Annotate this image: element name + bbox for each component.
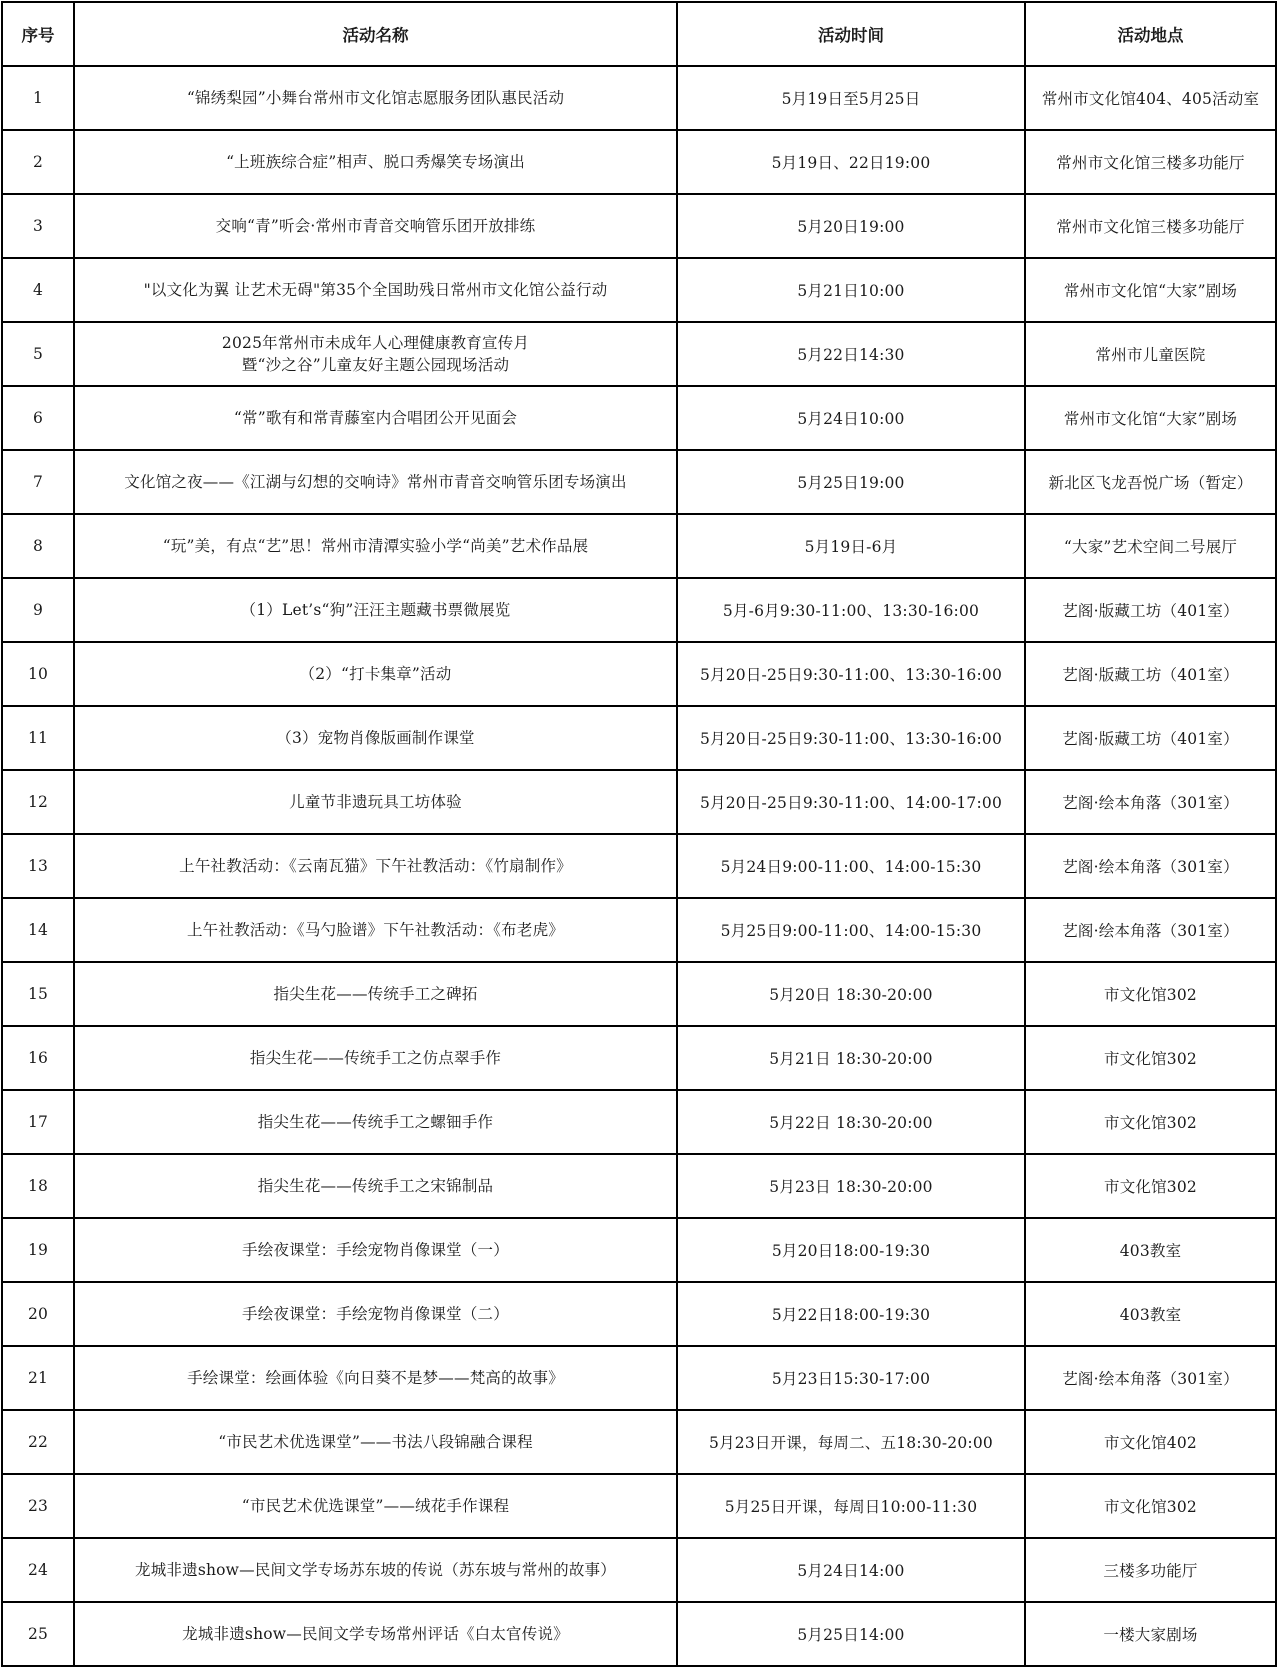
- cell-activity-place: 市文化馆302: [1025, 1090, 1276, 1154]
- table-row: [2, 194, 1276, 258]
- table-row: [2, 130, 1276, 194]
- table-row: [2, 1602, 1276, 1666]
- table-row: [2, 258, 1276, 322]
- cell-activity-place: 新北区飞龙吾悦广场（暂定）: [1025, 450, 1276, 514]
- table-row: [2, 386, 1276, 450]
- activity-name-line: “常”歌有和常青藤室内合唱团公开见面会: [233, 409, 518, 427]
- activity-name-line: （2）“打卡集章”活动: [299, 665, 452, 683]
- cell-activity-time: 5月24日14:00: [677, 1538, 1025, 1602]
- cell-activity-name: [74, 386, 677, 450]
- table-row: [2, 706, 1276, 770]
- cell-activity-place: 403教室: [1025, 1218, 1276, 1282]
- activity-name-line: 手绘夜课堂：手绘宠物肖像课堂（二）: [242, 1305, 509, 1323]
- activity-name-line: 暨“沙之谷”儿童友好主题公园现场活动: [241, 356, 510, 374]
- cell-number: 1: [2, 66, 74, 130]
- table-row: [2, 578, 1276, 642]
- activity-name-line: “市民艺术优选课堂”——书法八段锦融合课程: [218, 1433, 533, 1451]
- table-row: [2, 1538, 1276, 1602]
- cell-activity-place: 常州市文化馆三楼多功能厅: [1025, 194, 1276, 258]
- activity-name-line: “上班族综合症”相声、脱口秀爆笑专场演出: [226, 153, 525, 171]
- header-row: [2, 2, 1276, 66]
- activity-name-line: （3）宠物肖像版画制作课堂: [276, 729, 475, 747]
- cell-number: 10: [2, 642, 74, 706]
- cell-number: 14: [2, 898, 74, 962]
- cell-activity-time: 5月23日15:30-17:00: [677, 1346, 1025, 1410]
- cell-activity-place: 艺阁·绘本角落（301室）: [1025, 1346, 1276, 1410]
- cell-activity-place: 市文化馆402: [1025, 1410, 1276, 1474]
- cell-activity-time: 5月22日 18:30-20:00: [677, 1090, 1025, 1154]
- cell-number: 22: [2, 1410, 74, 1474]
- cell-activity-place: 市文化馆302: [1025, 1154, 1276, 1218]
- cell-activity-place: 市文化馆302: [1025, 1474, 1276, 1538]
- activity-name-line: 交响“青”听会·常州市青音交响管乐团开放排练: [215, 217, 536, 235]
- cell-number: 24: [2, 1538, 74, 1602]
- cell-activity-name: [74, 322, 677, 386]
- cell-activity-name: [74, 130, 677, 194]
- table-row: [2, 1282, 1276, 1346]
- cell-activity-place: 艺阁·绘本角落（301室）: [1025, 898, 1276, 962]
- table-row: [2, 322, 1276, 386]
- table-row: [2, 1218, 1276, 1282]
- activity-name-line: 指尖生花——传统手工之宋锦制品: [257, 1177, 494, 1195]
- table-row: [2, 1410, 1276, 1474]
- cell-activity-time: 5月19日至5月25日: [677, 66, 1025, 130]
- cell-activity-time: 5月25日9:00-11:00、14:00-15:30: [677, 898, 1025, 962]
- cell-number: 13: [2, 834, 74, 898]
- cell-activity-time: 5月25日开课，每周日10:00-11:30: [677, 1474, 1025, 1538]
- cell-activity-time: 5月24日9:00-11:00、14:00-15:30: [677, 834, 1025, 898]
- cell-number: 18: [2, 1154, 74, 1218]
- cell-activity-name: [74, 258, 677, 322]
- cell-activity-place: 三楼多功能厅: [1025, 1538, 1276, 1602]
- activity-name-line: 指尖生花——传统手工之仿点翠手作: [249, 1049, 502, 1067]
- cell-activity-name: [74, 1538, 677, 1602]
- cell-number: 12: [2, 770, 74, 834]
- cell-activity-time: 5月20日 18:30-20:00: [677, 962, 1025, 1026]
- cell-number: 6: [2, 386, 74, 450]
- cell-number: 4: [2, 258, 74, 322]
- cell-activity-time: 5月21日 18:30-20:00: [677, 1026, 1025, 1090]
- activity-name-line: 龙城非遗show—民间文学专场苏东坡的传说（苏东坡与常州的故事）: [135, 1561, 616, 1579]
- cell-number: 8: [2, 514, 74, 578]
- header-activity-time: 活动时间: [677, 2, 1025, 66]
- activity-name-line: 儿童节非遗玩具工坊体验: [289, 793, 462, 811]
- cell-number: 2: [2, 130, 74, 194]
- cell-activity-place: 艺阁·绘本角落（301室）: [1025, 834, 1276, 898]
- cell-activity-time: 5月24日10:00: [677, 386, 1025, 450]
- cell-activity-time: 5月23日 18:30-20:00: [677, 1154, 1025, 1218]
- cell-activity-place: 市文化馆302: [1025, 1026, 1276, 1090]
- cell-activity-name: [74, 1218, 677, 1282]
- cell-number: 7: [2, 450, 74, 514]
- cell-activity-name: [74, 642, 677, 706]
- cell-number: 19: [2, 1218, 74, 1282]
- cell-activity-name: [74, 1282, 677, 1346]
- cell-number: 16: [2, 1026, 74, 1090]
- table-row: [2, 1346, 1276, 1410]
- cell-activity-place: 艺阁·版藏工坊（401室）: [1025, 706, 1276, 770]
- activity-name-line: 龙城非遗show—民间文学专场常州评话《白太官传说》: [182, 1625, 569, 1643]
- activity-name-line: 手绘课堂：绘画体验《向日葵不是梦——梵高的故事》: [187, 1369, 564, 1387]
- table-header: [2, 2, 1276, 66]
- table-row: [2, 1026, 1276, 1090]
- table-row: [2, 834, 1276, 898]
- activity-name-line: "以文化为翼 让艺术无碍"第35个全国助残日常州市文化馆公益行动: [143, 281, 608, 299]
- activity-name-line: 指尖生花——传统手工之螺钿手作: [257, 1113, 494, 1131]
- cell-activity-name: [74, 770, 677, 834]
- cell-activity-name: [74, 1474, 677, 1538]
- cell-activity-time: 5月20日18:00-19:30: [677, 1218, 1025, 1282]
- cell-number: 20: [2, 1282, 74, 1346]
- cell-number: 3: [2, 194, 74, 258]
- table-row: [2, 1154, 1276, 1218]
- cell-activity-name: [74, 1090, 677, 1154]
- cell-activity-place: 艺阁·版藏工坊（401室）: [1025, 578, 1276, 642]
- cell-activity-name: [74, 706, 677, 770]
- cell-activity-name: [74, 1346, 677, 1410]
- cell-number: 9: [2, 578, 74, 642]
- activity-schedule-table: [1, 1, 1277, 1667]
- activity-name-line: 手绘夜课堂：手绘宠物肖像课堂（一）: [242, 1241, 509, 1259]
- cell-number: 23: [2, 1474, 74, 1538]
- table-row: [2, 962, 1276, 1026]
- table-row: [2, 450, 1276, 514]
- cell-number: 25: [2, 1602, 74, 1666]
- cell-activity-time: 5月25日14:00: [677, 1602, 1025, 1666]
- cell-activity-place: 一楼大家剧场: [1025, 1602, 1276, 1666]
- cell-activity-time: 5月22日18:00-19:30: [677, 1282, 1025, 1346]
- cell-activity-name: [74, 834, 677, 898]
- activity-name-line: 上午社教活动：《云南瓦猫》下午社教活动：《竹扇制作》: [179, 857, 572, 875]
- cell-activity-place: 艺阁·绘本角落（301室）: [1025, 770, 1276, 834]
- cell-activity-time: 5月19日、22日19:00: [677, 130, 1025, 194]
- cell-number: 17: [2, 1090, 74, 1154]
- cell-activity-place: 常州市文化馆“大家”剧场: [1025, 258, 1276, 322]
- cell-activity-name: [74, 66, 677, 130]
- table-row: [2, 1090, 1276, 1154]
- cell-activity-place: 常州市文化馆404、405活动室: [1025, 66, 1276, 130]
- cell-activity-time: 5月23日开课，每周二、五18:30-20:00: [677, 1410, 1025, 1474]
- cell-activity-time: 5月25日19:00: [677, 450, 1025, 514]
- cell-activity-name: [74, 1410, 677, 1474]
- cell-number: 11: [2, 706, 74, 770]
- activity-name-line: 上午社教活动：《马勺脸谱》下午社教活动：《布老虎》: [186, 921, 564, 939]
- cell-activity-time: 5月20日19:00: [677, 194, 1025, 258]
- cell-activity-place: 常州市文化馆“大家”剧场: [1025, 386, 1276, 450]
- header-activity-name: 活动名称: [74, 2, 677, 66]
- activity-name-line: 2025年常州市未成年人心理健康教育宣传月: [221, 334, 530, 352]
- cell-activity-time: 5月20日-25日9:30-11:00、14:00-17:00: [677, 770, 1025, 834]
- cell-activity-place: “大家”艺术空间二号展厅: [1025, 514, 1276, 578]
- activity-name-line: 文化馆之夜——《江湖与幻想的交响诗》常州市青音交响管乐团专场演出: [124, 473, 627, 491]
- cell-activity-time: 5月21日10:00: [677, 258, 1025, 322]
- table-row: [2, 66, 1276, 130]
- cell-activity-name: [74, 1602, 677, 1666]
- cell-activity-name: [74, 450, 677, 514]
- table-row: [2, 770, 1276, 834]
- cell-activity-place: 艺阁·版藏工坊（401室）: [1025, 642, 1276, 706]
- table-row: [2, 642, 1276, 706]
- activity-name-line: （1）Let’s“狗”汪汪主题藏书票微展览: [240, 601, 511, 619]
- cell-activity-name: [74, 962, 677, 1026]
- cell-activity-name: [74, 1026, 677, 1090]
- cell-number: 21: [2, 1346, 74, 1410]
- table-row: [2, 514, 1276, 578]
- activity-name-line: “市民艺术优选课堂”——绒花手作课程: [241, 1497, 510, 1515]
- activity-name-line: “锦绣梨园”小舞台常州市文化馆志愿服务团队惠民活动: [186, 89, 565, 107]
- cell-activity-time: 5月-6月9:30-11:00、13:30-16:00: [677, 578, 1025, 642]
- table-body: [2, 66, 1276, 1666]
- table-row: [2, 1474, 1276, 1538]
- cell-activity-place: 常州市文化馆三楼多功能厅: [1025, 130, 1276, 194]
- cell-number: 5: [2, 322, 74, 386]
- cell-activity-place: 市文化馆302: [1025, 962, 1276, 1026]
- cell-activity-time: 5月22日14:30: [677, 322, 1025, 386]
- cell-activity-time: 5月19日-6月: [677, 514, 1025, 578]
- cell-activity-name: [74, 514, 677, 578]
- table-row: [2, 898, 1276, 962]
- activity-name-line: 指尖生花——传统手工之碑拓: [273, 985, 478, 1003]
- cell-activity-time: 5月20日-25日9:30-11:00、13:30-16:00: [677, 706, 1025, 770]
- cell-activity-name: [74, 1154, 677, 1218]
- cell-activity-name: [74, 578, 677, 642]
- cell-activity-place: 常州市儿童医院: [1025, 322, 1276, 386]
- cell-activity-place: 403教室: [1025, 1282, 1276, 1346]
- activity-name-line: “玩”美，有点“艺”思！常州市清潭实验小学“尚美”艺术作品展: [162, 537, 589, 555]
- header-activity-place: 活动地点: [1025, 2, 1276, 66]
- cell-number: 15: [2, 962, 74, 1026]
- cell-activity-name: [74, 194, 677, 258]
- cell-activity-time: 5月20日-25日9:30-11:00、13:30-16:00: [677, 642, 1025, 706]
- header-number: 序号: [2, 2, 74, 66]
- cell-activity-name: [74, 898, 677, 962]
